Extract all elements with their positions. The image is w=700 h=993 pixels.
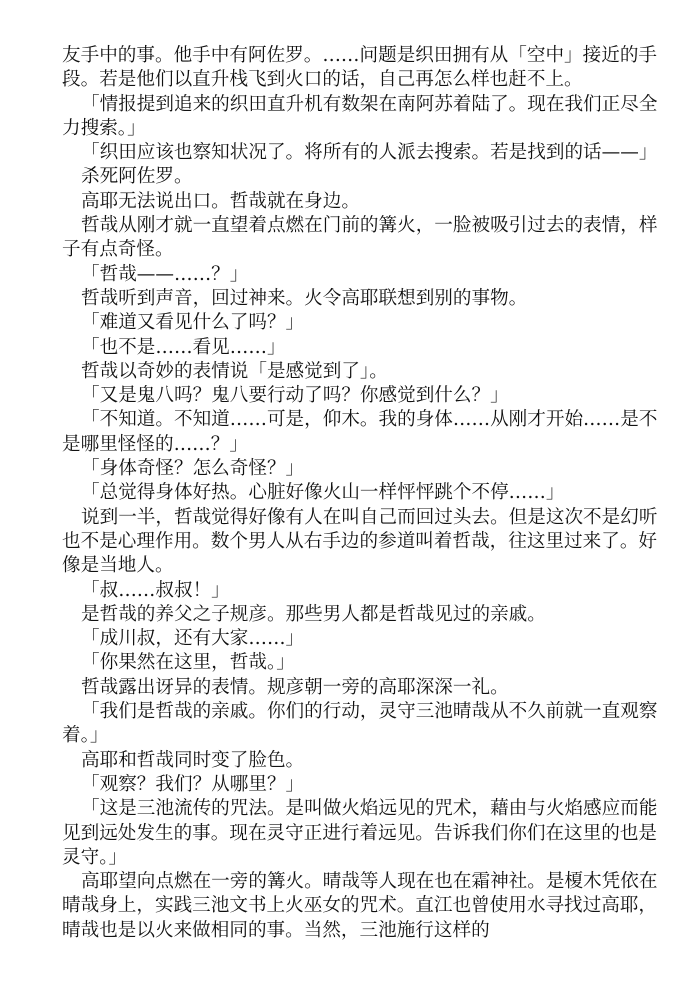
paragraph: 「难道又看见什么了吗？」 xyxy=(81,312,305,334)
paragraph: 「这是三池流传的咒法。是叫做火焰远见的咒术，藉由与火焰感应而能见到远处发生的事。现在灵守正进行着远见。告诉我们你们在这里的也是灵守。」 xyxy=(62,798,658,868)
paragraph: 哲哉露出讶异的表情。规彦朝一旁的高耶深深一礼。 xyxy=(81,676,509,698)
paragraph: 哲哉听到声音，回过神来。火令高耶联想到别的事物。 xyxy=(81,287,528,309)
paragraph: 高耶和哲哉同时变了脸色。 xyxy=(81,749,305,771)
paragraph: 「不知道。不知道……可是，仰木。我的身体……从刚才开始……是不是哪里怪怪的……？」 xyxy=(62,409,658,455)
paragraph: 高耶望向点燃在一旁的篝火。晴哉等人现在也在霜神社。是榎木凭依在晴哉身上，实践三池文书上火巫女的咒术。直江也曾使用水寻找过高耶，晴哉也是以火来做相同的事。当然，三池施行这样的 xyxy=(62,871,658,941)
paragraph: 「也不是……看见……」 xyxy=(81,336,286,358)
paragraph: 高耶无法说出口。哲哉就在身边。 xyxy=(81,190,360,212)
paragraph: 「成川叔，还有大家……」 xyxy=(81,628,305,650)
paragraph: 是哲哉的养父之子规彦。那些男人都是哲哉见过的亲戚。 xyxy=(81,603,546,625)
paragraph: 「哲哉——……？」 xyxy=(81,263,249,285)
paragraph: 「身体奇怪？怎么奇怪？」 xyxy=(81,458,305,480)
paragraph: 「总觉得身体好热。心脏好像火山一样怦怦跳个不停……」 xyxy=(81,482,565,504)
paragraph: 「又是鬼八吗？鬼八要行动了吗？你感觉到什么？」 xyxy=(81,385,509,407)
paragraph: 「我们是哲哉的亲戚。你们的行动，灵守三池晴哉从不久前就一直观察着。」 xyxy=(62,701,658,747)
paragraph: 友手中的事。他手中有阿佐罗。……问题是织田拥有从「空中」接近的手段。若是他们以直升栈飞到火口的话，自己再怎么样也赶不上。 xyxy=(62,45,658,91)
paragraph: 「观察？我们？从哪里？」 xyxy=(81,773,305,795)
paragraph: 「你果然在这里，哲哉。」 xyxy=(81,652,295,674)
paragraph: 说到一半，哲哉觉得好像有人在叫自己而回过头去。但是这次不是幻听也不是心理作用。数个男人从右手边的参道叫着哲哉，往这里过来了。好像是当地人。 xyxy=(62,506,658,577)
paragraph: 哲哉从刚才就一直望着点燃在门前的篝火，一脸被吸引过去的表情，样子有点奇怪。 xyxy=(62,215,658,261)
paragraph: 哲哉以奇妙的表情说「是感觉到了」。 xyxy=(81,360,388,382)
paragraph: 「情报提到追来的织田直升机有数架在南阿苏着陆了。现在我们正尽全力搜索。」 xyxy=(62,93,658,139)
paragraph: 「叔……叔叔！」 xyxy=(81,579,230,601)
paragraph: 杀死阿佐罗。 xyxy=(81,166,193,188)
paragraph: 「织田应该也察知状况了。将所有的人派去搜索。若是找到的话——」 xyxy=(81,142,658,164)
